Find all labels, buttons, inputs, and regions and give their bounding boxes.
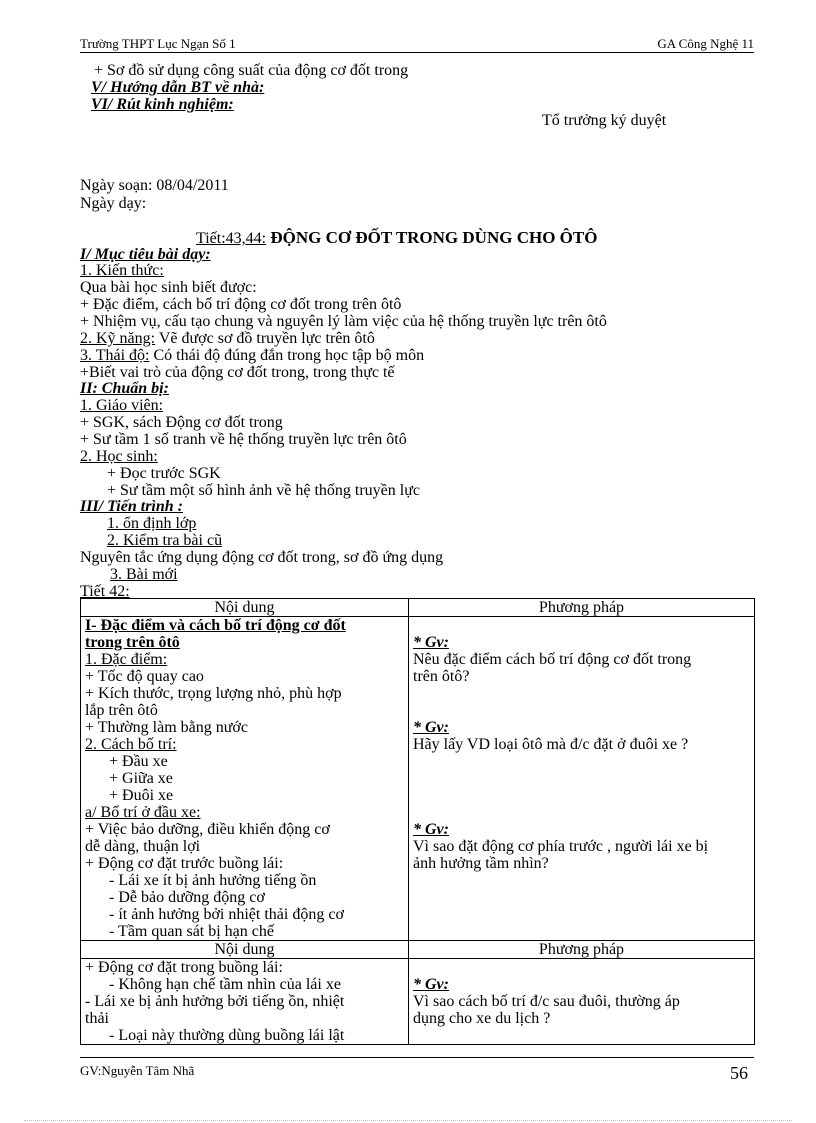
list-item: + Động cơ đặt trước buồng lái: [85,855,284,872]
question-text: Hãy lấy VD loại ôtô mà đ/c đặt ở đuôi xe ? [413,736,689,753]
text-line: Vẽ được sơ đồ truyền lực trên ôtô [155,330,375,347]
list-item: - Loại này thường dùng buồng lái lật [109,1027,345,1044]
page-number: 56 [730,1063,748,1083]
text-line: + SGK, sách Động cơ đốt trong [80,414,283,431]
list-item: + Kích thước, trọng lượng nhỏ, phù hợp [85,685,342,702]
method-cell [409,617,755,941]
list-item: - Dễ bảo dưỡng động cơ [109,889,265,906]
list-item: dễ dàng, thuận lợi [85,838,201,855]
footer-rule [80,1057,754,1058]
table-row [81,617,755,941]
text-line: + Sư tầm 1 số tranh về hệ thống truyền lực trên ôtô [80,431,407,448]
content-cell [81,617,409,941]
list-item: - Tầm quan sát bị hạn chế [109,923,274,940]
text-line: + Nhiệm vụ, cấu tạo chung và nguyên lý làm việc của hệ thống truyền lực trên ôtô [80,313,607,330]
table-header-row [81,941,755,959]
prep-date: Ngày soạn: 08/04/2011 [80,177,229,194]
footer-teacher: GV:Nguyễn Tâm Nhã [80,1063,195,1078]
teacher-label: * Gv: [413,976,449,993]
homework-heading: V/ Hướng dẫn BT về nhà: [91,79,265,96]
section-heading: III/ Tiến trình : [80,498,183,515]
text-line: Có thái độ đúng đắn trong học tập bộ môn [149,347,425,364]
teacher-label: * Gv: [413,821,449,838]
text-line: + Đặc điểm, cách bố trí động cơ đốt trong trên ôtô [80,296,402,313]
teacher-label: * Gv: [413,719,449,736]
text-line: Qua bài học sinh biết được: [80,279,257,296]
attitude-line [80,347,424,364]
header-subject: GA Công Nghệ 11 [657,36,754,51]
question-text: Vì sao cách bố trí đ/c sau đuôi, thường áp [413,993,680,1010]
subheading: 1. Đặc điểm: [85,651,168,668]
list-item: - Không hạn chế tầm nhìn của lái xe [109,976,341,993]
subheading: 3. Bài mới [110,566,178,583]
table-header-content: Nội dung [81,941,409,959]
list-item: - ít ảnh hưởng bởi nhiệt thải động cơ [109,906,344,923]
subheading: 1. ổn định lớp [107,515,197,532]
lesson-name: ĐỘNG CƠ ĐỐT TRONG DÙNG CHO ÔTÔ [266,228,598,247]
subheading: 1. Giáo viên: [80,397,164,414]
list-item: - Lái xe bị ảnh hưởng bởi tiếng ồn, nhiệt [85,993,345,1010]
section-heading: I/ Mục tiêu bài dạy: [80,246,211,263]
question-text: ảnh hưởng tầm nhìn? [413,855,549,872]
question-text: Nêu đặc điểm cách bố trí động cơ đốt trong [413,651,692,668]
teach-date: Ngày dạy: [80,195,147,212]
list-item: + Đuôi xe [109,787,174,804]
header-school: Trường THPT Lục Ngạn Số 1 [80,36,236,51]
page-border [24,1120,792,1121]
content-cell [81,959,409,1045]
question-text: Vì sao đặt động cơ phía trước , người lái xe bị [413,838,709,855]
list-item: - Lái xe ít bị ảnh hưởng tiếng ồn [109,872,317,889]
section-heading: I- Đặc điểm và cách bố trí động cơ đốt [85,617,346,634]
question-text: dụng cho xe du lịch ? [413,1010,551,1027]
approval-text: Tổ trưởng ký duyệt [542,112,667,129]
text-line: + Sư tầm một số hình ảnh về hệ thống truyền lực [107,482,420,499]
lesson-table [80,598,755,1045]
list-item: + Động cơ đặt trong buồng lái: [85,959,283,976]
experience-heading: VI/ Rút kinh nghiệm: [91,96,234,113]
section-heading: trong trên ôtô [85,634,180,651]
subheading: 3. Thái độ: [80,347,150,364]
period-label: Tiết 42: [80,583,130,600]
list-item: thải [85,1010,109,1027]
text-line: + Đọc trước SGK [107,465,221,482]
list-item: + Việc bảo dưỡng, điều khiển động cơ [85,821,330,838]
text-line: +Biết vai trò của động cơ đốt trong, trong thực tế [80,364,395,381]
table-header-method: Phương pháp [409,941,755,959]
subheading: 2. Kiểm tra bài cũ [107,532,223,549]
page-header [80,36,754,53]
subheading: 2. Học sinh: [80,448,158,465]
lesson-title [196,229,597,247]
section-heading: II: Chuẩn bị: [80,380,169,397]
subheading: 1. Kiến thức: [80,262,164,279]
list-item: + Thường làm bằng nước [85,719,248,736]
list-item: + Giữa xe [109,770,173,787]
skills-line [80,330,375,347]
lesson-number: Tiết:43,44: [196,230,267,247]
table-header-content: Nội dung [81,599,409,617]
list-item: lắp trên ôtô [85,702,158,719]
subheading: 2. Kỹ năng: [80,330,156,347]
table-header-method: Phương pháp [409,599,755,617]
question-text: trên ôtô? [413,668,470,685]
subheading: 2. Cách bố trí: [85,736,177,753]
list-item: + Tốc độ quay cao [85,668,204,685]
text-line: Nguyên tắc ứng dụng động cơ đốt trong, sơ đồ ứng dụng [80,549,444,566]
method-cell [409,959,755,1045]
list-item: + Đầu xe [109,753,168,770]
teacher-label: * Gv: [413,634,449,651]
subheading: a/ Bố trí ở đầu xe: [85,804,201,821]
diagram-line: + Sơ đồ sử dụng công suất của động cơ đốt trong [94,62,409,79]
table-row [81,959,755,1045]
table-header-row [81,599,755,617]
